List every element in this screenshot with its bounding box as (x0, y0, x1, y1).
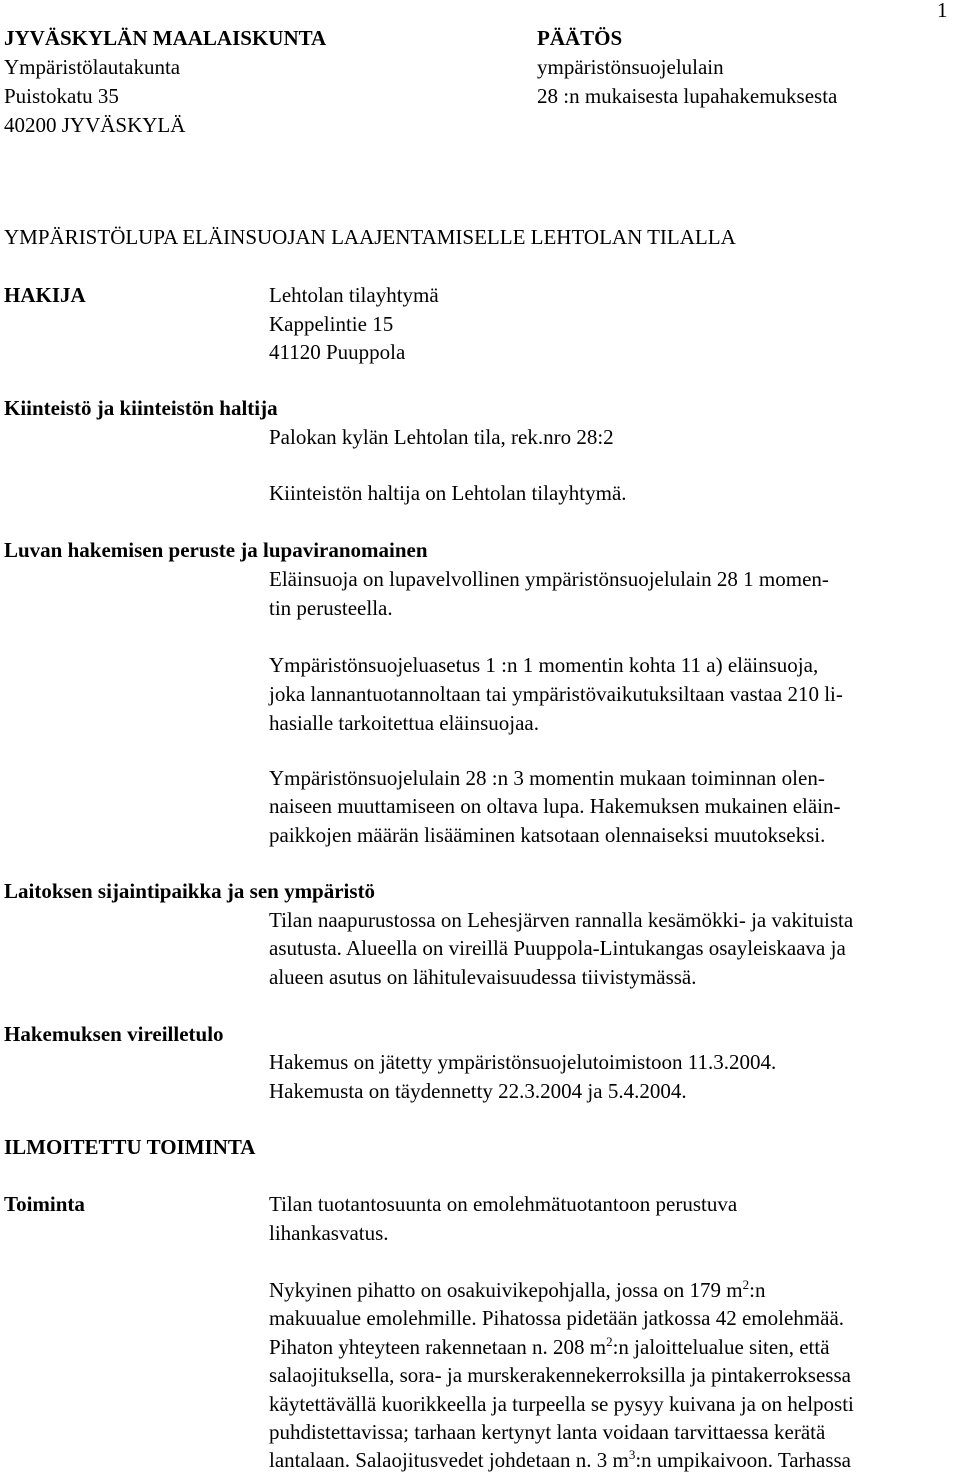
org-name: JYVÄSKYLÄN MAALAISKUNTA (4, 26, 327, 50)
property-heading: Kiinteistö ja kiinteistön haltija (4, 396, 278, 420)
superscript: 3 (628, 1447, 636, 1462)
doc-type: PÄÄTÖS (537, 26, 623, 50)
location-line: Tilan naapurustossa on Lehesjärven rannalla kesämökki- ja vakituista (269, 908, 854, 932)
basis-p1-line: tin perusteella. (269, 596, 393, 620)
property-line-2: Kiinteistön haltija on Lehtolan tilayhtymä. (269, 481, 627, 505)
applicant-postal: 41120 Puuppola (269, 340, 406, 364)
text-run: :n (749, 1278, 766, 1302)
activity-p2-line-5: käytettävällä kuorikkeella ja turpeella se pysyy kuivana ja on helposti (269, 1392, 854, 1416)
basis-p3-line: Ympäristönsuojelulain 28 :n 3 momentin mukaan toiminnan olen- (269, 766, 825, 790)
activity-p2-line-4: salaojituksella, sora- ja murskerakennekerroksilla ja pintakerroksessa (269, 1363, 851, 1387)
activity-p1-line: Tilan tuotantosuunta on emolehmätuotantoon perustuva (269, 1192, 738, 1216)
basis-p2-line: hasialle tarkoitettua eläinsuojaa. (269, 711, 539, 735)
activity-p2-line-2: makuualue emolehmille. Pihatossa pidetään jatkossa 42 emolehmää. (269, 1306, 845, 1330)
applicant-heading: HAKIJA (4, 283, 86, 307)
location-line: asutusta. Alueella on vireillä Puuppola-Lintukangas osayleiskaava ja (269, 936, 846, 960)
basis-p1-line: Eläinsuoja on lupavelvollinen ympäristönsuojelulain 28 1 momen- (269, 567, 829, 591)
activity-p1-line: lihankasvatus. (269, 1221, 389, 1245)
reported-activity-heading: ILMOITETTU TOIMINTA (4, 1135, 256, 1159)
text-run: Nykyinen pihatto on osakuivikepohjalla, jossa on 179 m (269, 1278, 743, 1302)
location-line: alueen asutus on lähitulevaisuudessa tiivistymässä. (269, 965, 697, 989)
text-run: :n umpikaivoon. Tarhassa (635, 1448, 852, 1472)
address-street: Puistokatu 35 (4, 84, 119, 108)
activity-p2-line-6: puhdistettavissa; tarhaan kertynyt lanta voidaan tarvittaessa kerätä (269, 1420, 826, 1444)
law-line-2: 28 :n mukaisesta lupahakemuksesta (537, 84, 838, 108)
basis-p2-line: Ympäristönsuojeluasetus 1 :n 1 momentin kohta 11 a) eläinsuoja, (269, 653, 819, 677)
text-run: Pihaton yhteyteen rakennetaan n. 208 m (269, 1335, 607, 1359)
applicant-street: Kappelintie 15 (269, 312, 394, 336)
text-run: lantalaan. Salaojitusvedet johdetaan n. 3 m (269, 1448, 629, 1472)
department: Ympäristölautakunta (4, 55, 181, 79)
basis-p3-line: paikkojen määrän lisääminen katsotaan olennaiseksi muutokseksi. (269, 823, 826, 847)
address-postal: 40200 JYVÄSKYLÄ (4, 113, 186, 137)
superscript: 2 (606, 1334, 613, 1349)
applicant-name: Lehtolan tilayhtymä (269, 283, 439, 307)
basis-p2-line: joka lannantuotannoltaan tai ympäristövaikutuksiltaan vastaa 210 li- (269, 682, 843, 706)
location-heading: Laitoksen sijaintipaikka ja sen ympäristö (4, 879, 376, 903)
text-run: :n jaloittelualue siten, että (612, 1335, 830, 1359)
superscript: 2 (742, 1277, 750, 1292)
page-number: 1 (937, 0, 948, 22)
activity-heading: Toiminta (4, 1192, 85, 1216)
property-line-1: Palokan kylän Lehtolan tila, rek.nro 28:2 (269, 425, 614, 449)
pending-heading: Hakemuksen vireilletulo (4, 1022, 224, 1046)
pending-line: Hakemus on jätetty ympäristönsuojelutoimistoon 11.3.2004. (269, 1050, 777, 1074)
activity-p2-line-7 (269, 1446, 851, 1475)
activity-p2-line-1 (269, 1276, 765, 1305)
main-title: YMPÄRISTÖLUPA ELÄINSUOJAN LAAJENTAMISELLE LEHTOLAN TILALLA (4, 225, 736, 249)
pending-line: Hakemusta on täydennetty 22.3.2004 ja 5.4.2004. (269, 1079, 687, 1103)
basis-p3-line: naiseen muuttamiseen on oltava lupa. Hakemuksen mukainen eläin- (269, 794, 841, 818)
activity-p2-line-3 (269, 1333, 830, 1362)
law-line-1: ympäristönsuojelulain (537, 55, 724, 79)
basis-heading: Luvan hakemisen peruste ja lupaviranomainen (4, 538, 428, 562)
